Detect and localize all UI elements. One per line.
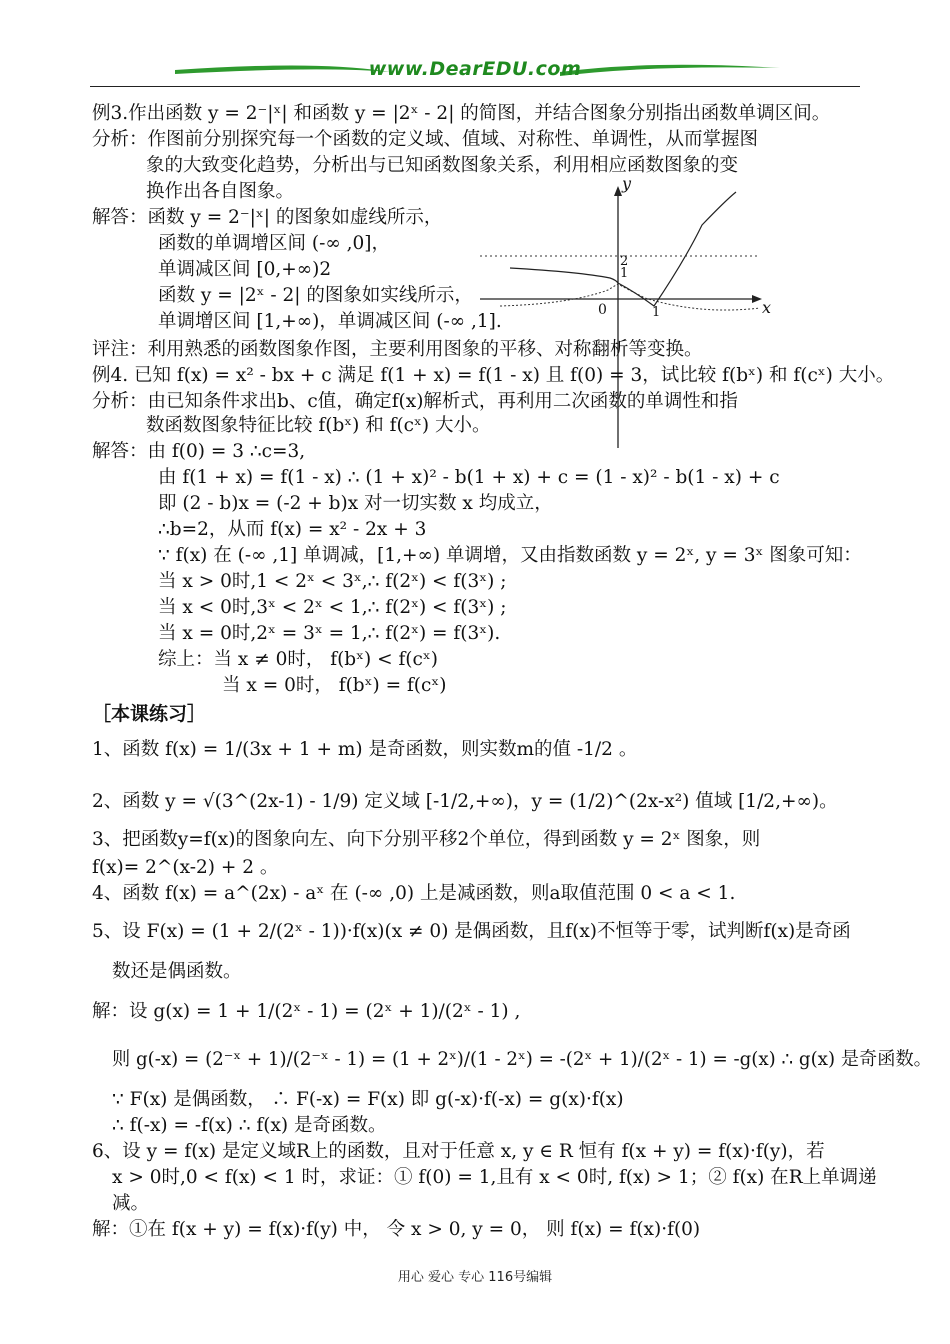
graph-tick-1-x: 1 — [652, 305, 661, 320]
practice-5-line-2: 数还是偶函数。 — [112, 961, 242, 982]
graph-tick-2: 2 — [620, 254, 629, 269]
practice-5-line-1: 5、设 F(x) = (1 + 2/(2ˣ - 1))·f(x)(x ≠ 0) 是偶函数，且f(x)不恒等于零，试判断f(x)是奇函 — [92, 921, 851, 942]
practice-6-solution-1: 解：①在 f(x + y) = f(x)·f(y) 中， 令 x > 0, y = 0， 则 f(x) = f(x)·f(0) — [92, 1219, 701, 1240]
analysis-line-1: 分析：作图前分别探究每一个函数的定义域、值域、对称性、单调性，从而掌握图 — [92, 129, 759, 150]
practice-5-solution-2: 则 g(-x) = (2⁻ˣ + 1)/(2⁻ˣ - 1) = (1 + 2ˣ)/(1 - 2ˣ) = -(2ˣ + 1)/(2ˣ - 1) = -g(x) ∴ g(x) 是奇函数。 — [112, 1049, 932, 1070]
practice-4: 4、函数 f(x) = a^(2x) - aˣ 在 (-∞ ,0) 上是减函数，则a取值范围 0 < a < 1. — [92, 883, 736, 904]
answer-4-line-3: 即 (2 - b)x = (-2 + b)x 对一切实数 x 均成立， — [158, 493, 553, 514]
practice-5-solution-4: ∴ f(-x) = -f(x) ∴ f(x) 是奇函数。 — [112, 1115, 387, 1136]
analysis-line-3: 换作出各自图象。 — [146, 181, 295, 202]
answer-line-2: 函数的单调增区间 (-∞ ,0]， — [158, 233, 391, 254]
answer-line-1: 解答：函数 y = 2⁻|ˣ| 的图象如虚线所示， — [92, 207, 443, 228]
graph-tick-1-y: 1 — [620, 266, 629, 281]
answer-4-line-2: 由 f(1 + x) = f(1 - x) ∴ (1 + x)² - b(1 + x) + c = (1 - x)² - b(1 - x) + c — [158, 467, 780, 488]
answer-4-case-3: 当 x = 0时,2ˣ = 3ˣ = 1,∴ f(2ˣ) = f(3ˣ). — [158, 623, 501, 644]
remark-line: 评注：利用熟悉的函数图象作图，主要利用图象的平移、对称翻析等变换。 — [92, 339, 703, 360]
graph-axis-y-label: y — [622, 174, 632, 193]
site-logo: www.DearEDU.com — [368, 58, 582, 80]
answer-4-case-2: 当 x < 0时,3ˣ < 2ˣ < 1,∴ f(2ˣ) < f(3ˣ) ; — [158, 597, 507, 618]
practice-3-line-1: 3、把函数y=f(x)的图象向左、向下分别平移2个单位，得到函数 y = 2ˣ 图象，则 — [92, 829, 761, 850]
example-3-title: 例3.作出函数 y = 2⁻|ˣ| 和函数 y = |2ˣ - 2| 的简图，并结合图象分别指出函数单调区间。 — [92, 103, 831, 124]
practice-2: 2、函数 y = √(3^(2x-1) - 1/9) 定义域 [-1/2,+∞)，y = (1/2)^(2x-x²) 值域 [1/2,+∞)。 — [92, 791, 838, 812]
section-heading-practice: ［本课练习］ — [92, 703, 207, 725]
answer-4-summary-2: 当 x = 0时， f(bˣ) = f(cˣ) — [222, 675, 447, 696]
page-footer: 用心 爱心 专心 116号编辑 — [397, 1270, 553, 1285]
practice-6-line-1: 6、设 y = f(x) 是定义域R上的函数，且对于任意 x, y ∈ R 恒有 f(x + y) = f(x)·f(y)，若 — [92, 1141, 825, 1162]
answer-line-5: 单调增区间 [1,+∞)，单调减区间 (-∞ ,1]. — [158, 311, 502, 332]
graph-origin-label: 0 — [598, 302, 607, 318]
graph-axis-x-label: x — [762, 298, 772, 317]
answer-line-4: 函数 y = |2ˣ - 2| 的图象如实线所示， — [158, 285, 473, 306]
practice-1: 1、函数 f(x) = 1/(3x + 1 + m) 是奇函数，则实数m的值 -1/2 。 — [92, 739, 638, 760]
example-4-title: 例4. 已知 f(x) = x² - bx + c 满足 f(1 + x) = f(1 - x) 且 f(0) = 3，试比较 f(bˣ) 和 f(cˣ) 大小。 — [92, 365, 895, 386]
analysis-4-line-1: 分析：由已知条件求出b、c值，确定f(x)解析式，再利用二次函数的单调性和指 — [92, 391, 738, 412]
analysis-4-line-2: 数函数图象特征比较 f(bˣ) 和 f(cˣ) 大小。 — [146, 415, 491, 436]
answer-4-line-5: ∵ f(x) 在 (-∞ ,1] 单调减，[1,+∞) 单调增，又由指数函数 y = 2ˣ, y = 3ˣ 图象可知： — [158, 545, 862, 566]
answer-4-line-1: 解答：由 f(0) = 3 ∴c=3, — [92, 441, 306, 462]
practice-6-line-2: x > 0时,0 < f(x) < 1 时，求证：① f(0) = 1,且有 x < 0时, f(x) > 1；② f(x) 在R上单调递 — [112, 1167, 877, 1188]
analysis-line-2: 象的大致变化趋势，分析出与已知函数图象关系，利用相应函数图象的变 — [146, 155, 739, 176]
practice-5-solution-3: ∵ F(x) 是偶函数， ∴ F(-x) = F(x) 即 g(-x)·f(-x) = g(x)·f(x) — [112, 1089, 624, 1110]
practice-5-solution-1: 解：设 g(x) = 1 + 1/(2ˣ - 1) = (2ˣ + 1)/(2ˣ - 1) , — [92, 1001, 521, 1022]
answer-4-summary-1: 综上：当 x ≠ 0时， f(bˣ) < f(cˣ) — [158, 649, 438, 670]
header-rule — [90, 86, 860, 87]
answer-4-case-1: 当 x > 0时,1 < 2ˣ < 3ˣ,∴ f(2ˣ) < f(3ˣ) ; — [158, 571, 507, 592]
practice-6-line-3: 减。 — [112, 1193, 150, 1214]
answer-line-3: 单调减区间 [0,+∞)2 — [158, 259, 332, 280]
practice-3-line-2: f(x)= 2^(x-2) + 2 。 — [92, 857, 279, 878]
answer-4-line-4: ∴b=2，从而 f(x) = x² - 2x + 3 — [158, 519, 427, 540]
